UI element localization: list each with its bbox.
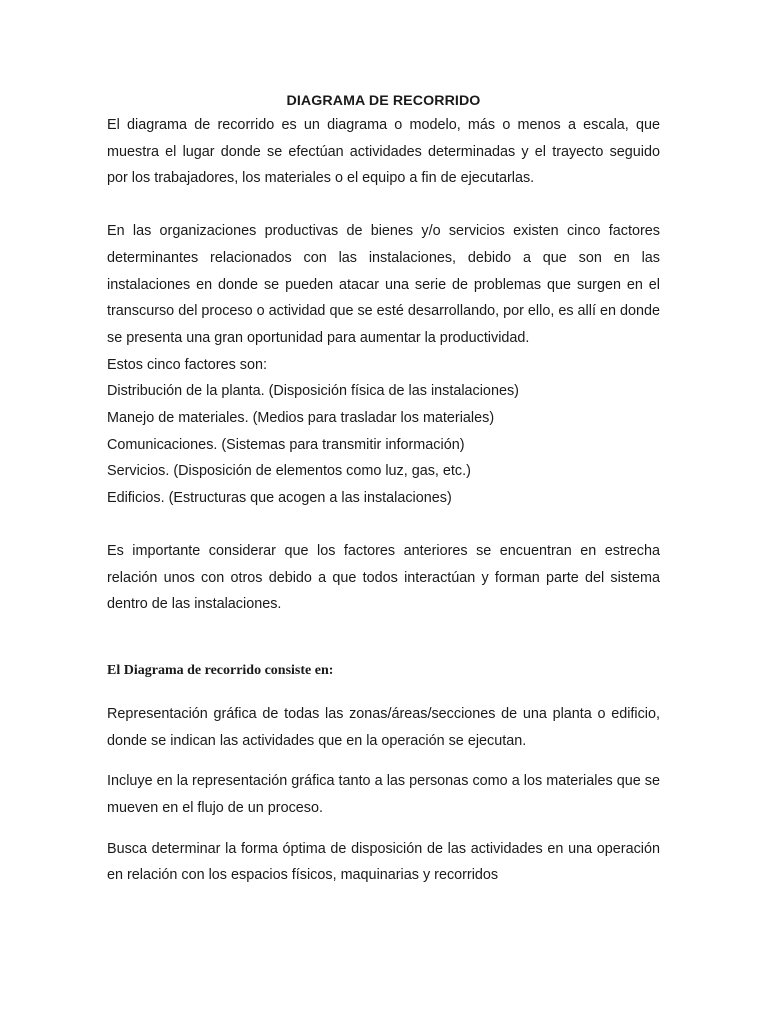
document-body	[107, 90, 660, 889]
factor-item: Manejo de materiales. (Medios para trasladar los materiales)	[107, 410, 495, 427]
section-subtitle: El Diagrama de recorrido consiste en:	[107, 662, 334, 678]
factor-item: Servicios. (Disposición de elementos como luz, gas, etc.)	[107, 463, 471, 480]
context-paragraph: En las organizaciones productivas de bienes y/o servicios existen cinco factores determinantes relacionados con las instalaciones, debido a que son en las instalaciones en donde se pueden atacar una serie de problemas que surgen en el transcurso del proceso o actividad que se esté desarrollando, por ello, es allí en donde se presenta una gran oportunidad para aumentar la productividad.	[107, 223, 660, 346]
factor-item: Comunicaciones. (Sistemas para transmitir información)	[107, 436, 465, 453]
factor-item: Edificios. (Estructuras que acogen a las instalaciones)	[107, 490, 452, 507]
document-title: DIAGRAMA DE RECORRIDO	[286, 93, 481, 109]
factors-intro: Estos cinco factores son:	[107, 356, 267, 373]
intro-paragraph: El diagrama de recorrido es un diagrama o modelo, más o menos a escala, que muestra el lugar donde se efectúan actividades determinadas y el trayecto seguido por los trabajadores, los materiales o el equipo a fin de ejecutarlas.	[107, 117, 660, 187]
factor-item: Distribución de la planta. (Disposición física de las instalaciones)	[107, 383, 519, 400]
point-paragraph: Incluye en la representación gráfica tanto a las personas como a los materiales que se mueven en el flujo de un proceso.	[107, 773, 660, 817]
factors-list	[107, 378, 660, 512]
relation-paragraph: Es importante considerar que los factores anteriores se encuentran en estrecha relación unos con otros debido a que todos interactúan y forman parte del sistema dentro de las instalaciones.	[107, 542, 660, 613]
point-paragraph: Busca determinar la forma óptima de disposición de las actividades en una operación en relación con los espacios físicos, maquinarias y recorridos	[107, 840, 660, 884]
point-paragraph: Representación gráfica de todas las zonas/áreas/secciones de una planta o edificio, donde se indican las actividades que en la operación se ejecutan.	[107, 705, 660, 749]
